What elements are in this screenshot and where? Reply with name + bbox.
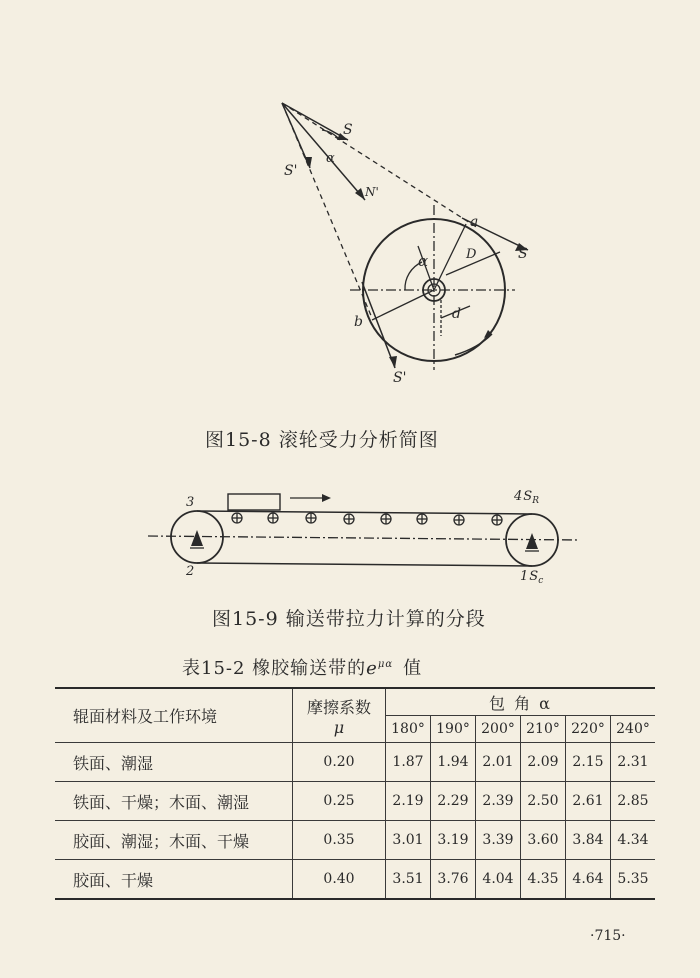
- cell-value: 2.50: [521, 782, 566, 821]
- cell-value: 2.15: [566, 743, 611, 782]
- motion-arrow-head: [322, 494, 331, 502]
- cell-mu: 0.35: [293, 821, 386, 860]
- figure-15-8-caption: 图15-8 滚轮受力分析简图: [205, 429, 439, 451]
- cell-material: 铁面、干燥；木面、潮湿: [55, 782, 293, 821]
- cell-value: 4.34: [611, 821, 656, 860]
- label-s-r: $4S_R$: [514, 489, 539, 506]
- header-angle-180: 180°: [386, 716, 431, 743]
- label-alpha-angle: α: [418, 252, 429, 270]
- header-angle-200: 200°: [476, 716, 521, 743]
- table-row: [55, 782, 655, 821]
- cell-material: 铁面、潮湿: [55, 743, 293, 782]
- cell-value: 3.01: [386, 821, 431, 860]
- cell-value: 2.09: [521, 743, 566, 782]
- label-small-d: d: [452, 306, 461, 322]
- table-row: [55, 743, 655, 782]
- label-point-2: 2: [186, 564, 195, 579]
- cell-value: 3.51: [386, 860, 431, 900]
- idler-rollers: [232, 513, 502, 525]
- label-s-prime-left: S': [284, 163, 298, 179]
- page-number: ·715·: [590, 928, 626, 944]
- cell-value: 2.61: [566, 782, 611, 821]
- cell-material: 胶面、潮湿；木面、干燥: [55, 821, 293, 860]
- cell-mu: 0.40: [293, 860, 386, 900]
- cell-value: 3.76: [431, 860, 476, 900]
- belt-lower: [197, 563, 532, 566]
- label-big-d: D: [466, 247, 477, 262]
- cell-value: 2.85: [611, 782, 656, 821]
- cell-value: 3.84: [566, 821, 611, 860]
- header-friction: 摩擦系数 μ: [293, 688, 386, 743]
- table-15-2-title: 表15-2 橡胶输送带的$e^{\mu\alpha}$ 值: [182, 658, 423, 679]
- cell-value: 2.19: [386, 782, 431, 821]
- label-alpha-small: α: [326, 151, 335, 166]
- cell-mu: 0.25: [293, 782, 386, 821]
- table-15-2: [55, 687, 655, 900]
- label-point-3: 3: [186, 495, 195, 510]
- label-s-right: S: [518, 246, 528, 262]
- label-s-c: $1S_c$: [520, 569, 544, 586]
- cell-mu: 0.20: [293, 743, 386, 782]
- label-s-prime-bottom: S': [393, 370, 407, 386]
- header-angle-210: 210°: [521, 716, 566, 743]
- cell-value: 4.35: [521, 860, 566, 900]
- cell-value: 2.01: [476, 743, 521, 782]
- conveyor-centerline: [148, 536, 580, 540]
- header-angle-190: 190°: [431, 716, 476, 743]
- cell-material: 胶面、干燥: [55, 860, 293, 900]
- figure-15-9-caption: 图15-9 输送带拉力计算的分段: [212, 608, 486, 630]
- header-wrap-angle: 包 角 α: [386, 688, 656, 716]
- header-angle-220: 220°: [566, 716, 611, 743]
- cell-value: 2.39: [476, 782, 521, 821]
- label-a: a: [470, 214, 479, 230]
- label-n-prime: N': [365, 185, 379, 199]
- e-mu-alpha-table: [55, 687, 655, 900]
- cell-value: 4.04: [476, 860, 521, 900]
- belt-upper: [197, 511, 532, 514]
- support-left: [191, 530, 203, 546]
- header-angle-240: 240°: [611, 716, 656, 743]
- cell-value: 2.31: [611, 743, 656, 782]
- cell-value: 4.64: [566, 860, 611, 900]
- support-right: [526, 533, 538, 549]
- cell-value: 1.94: [431, 743, 476, 782]
- cell-value: 3.39: [476, 821, 521, 860]
- label-b: b: [354, 314, 363, 330]
- load-box: [228, 494, 280, 510]
- cell-value: 3.60: [521, 821, 566, 860]
- table-row: [55, 821, 655, 860]
- cell-value: 2.29: [431, 782, 476, 821]
- label-s-top: S: [343, 122, 353, 138]
- cell-value: 3.19: [431, 821, 476, 860]
- cell-value: 1.87: [386, 743, 431, 782]
- table-row: [55, 860, 655, 900]
- header-material: 辊面材料及工作环境: [55, 688, 293, 743]
- cell-value: 5.35: [611, 860, 656, 900]
